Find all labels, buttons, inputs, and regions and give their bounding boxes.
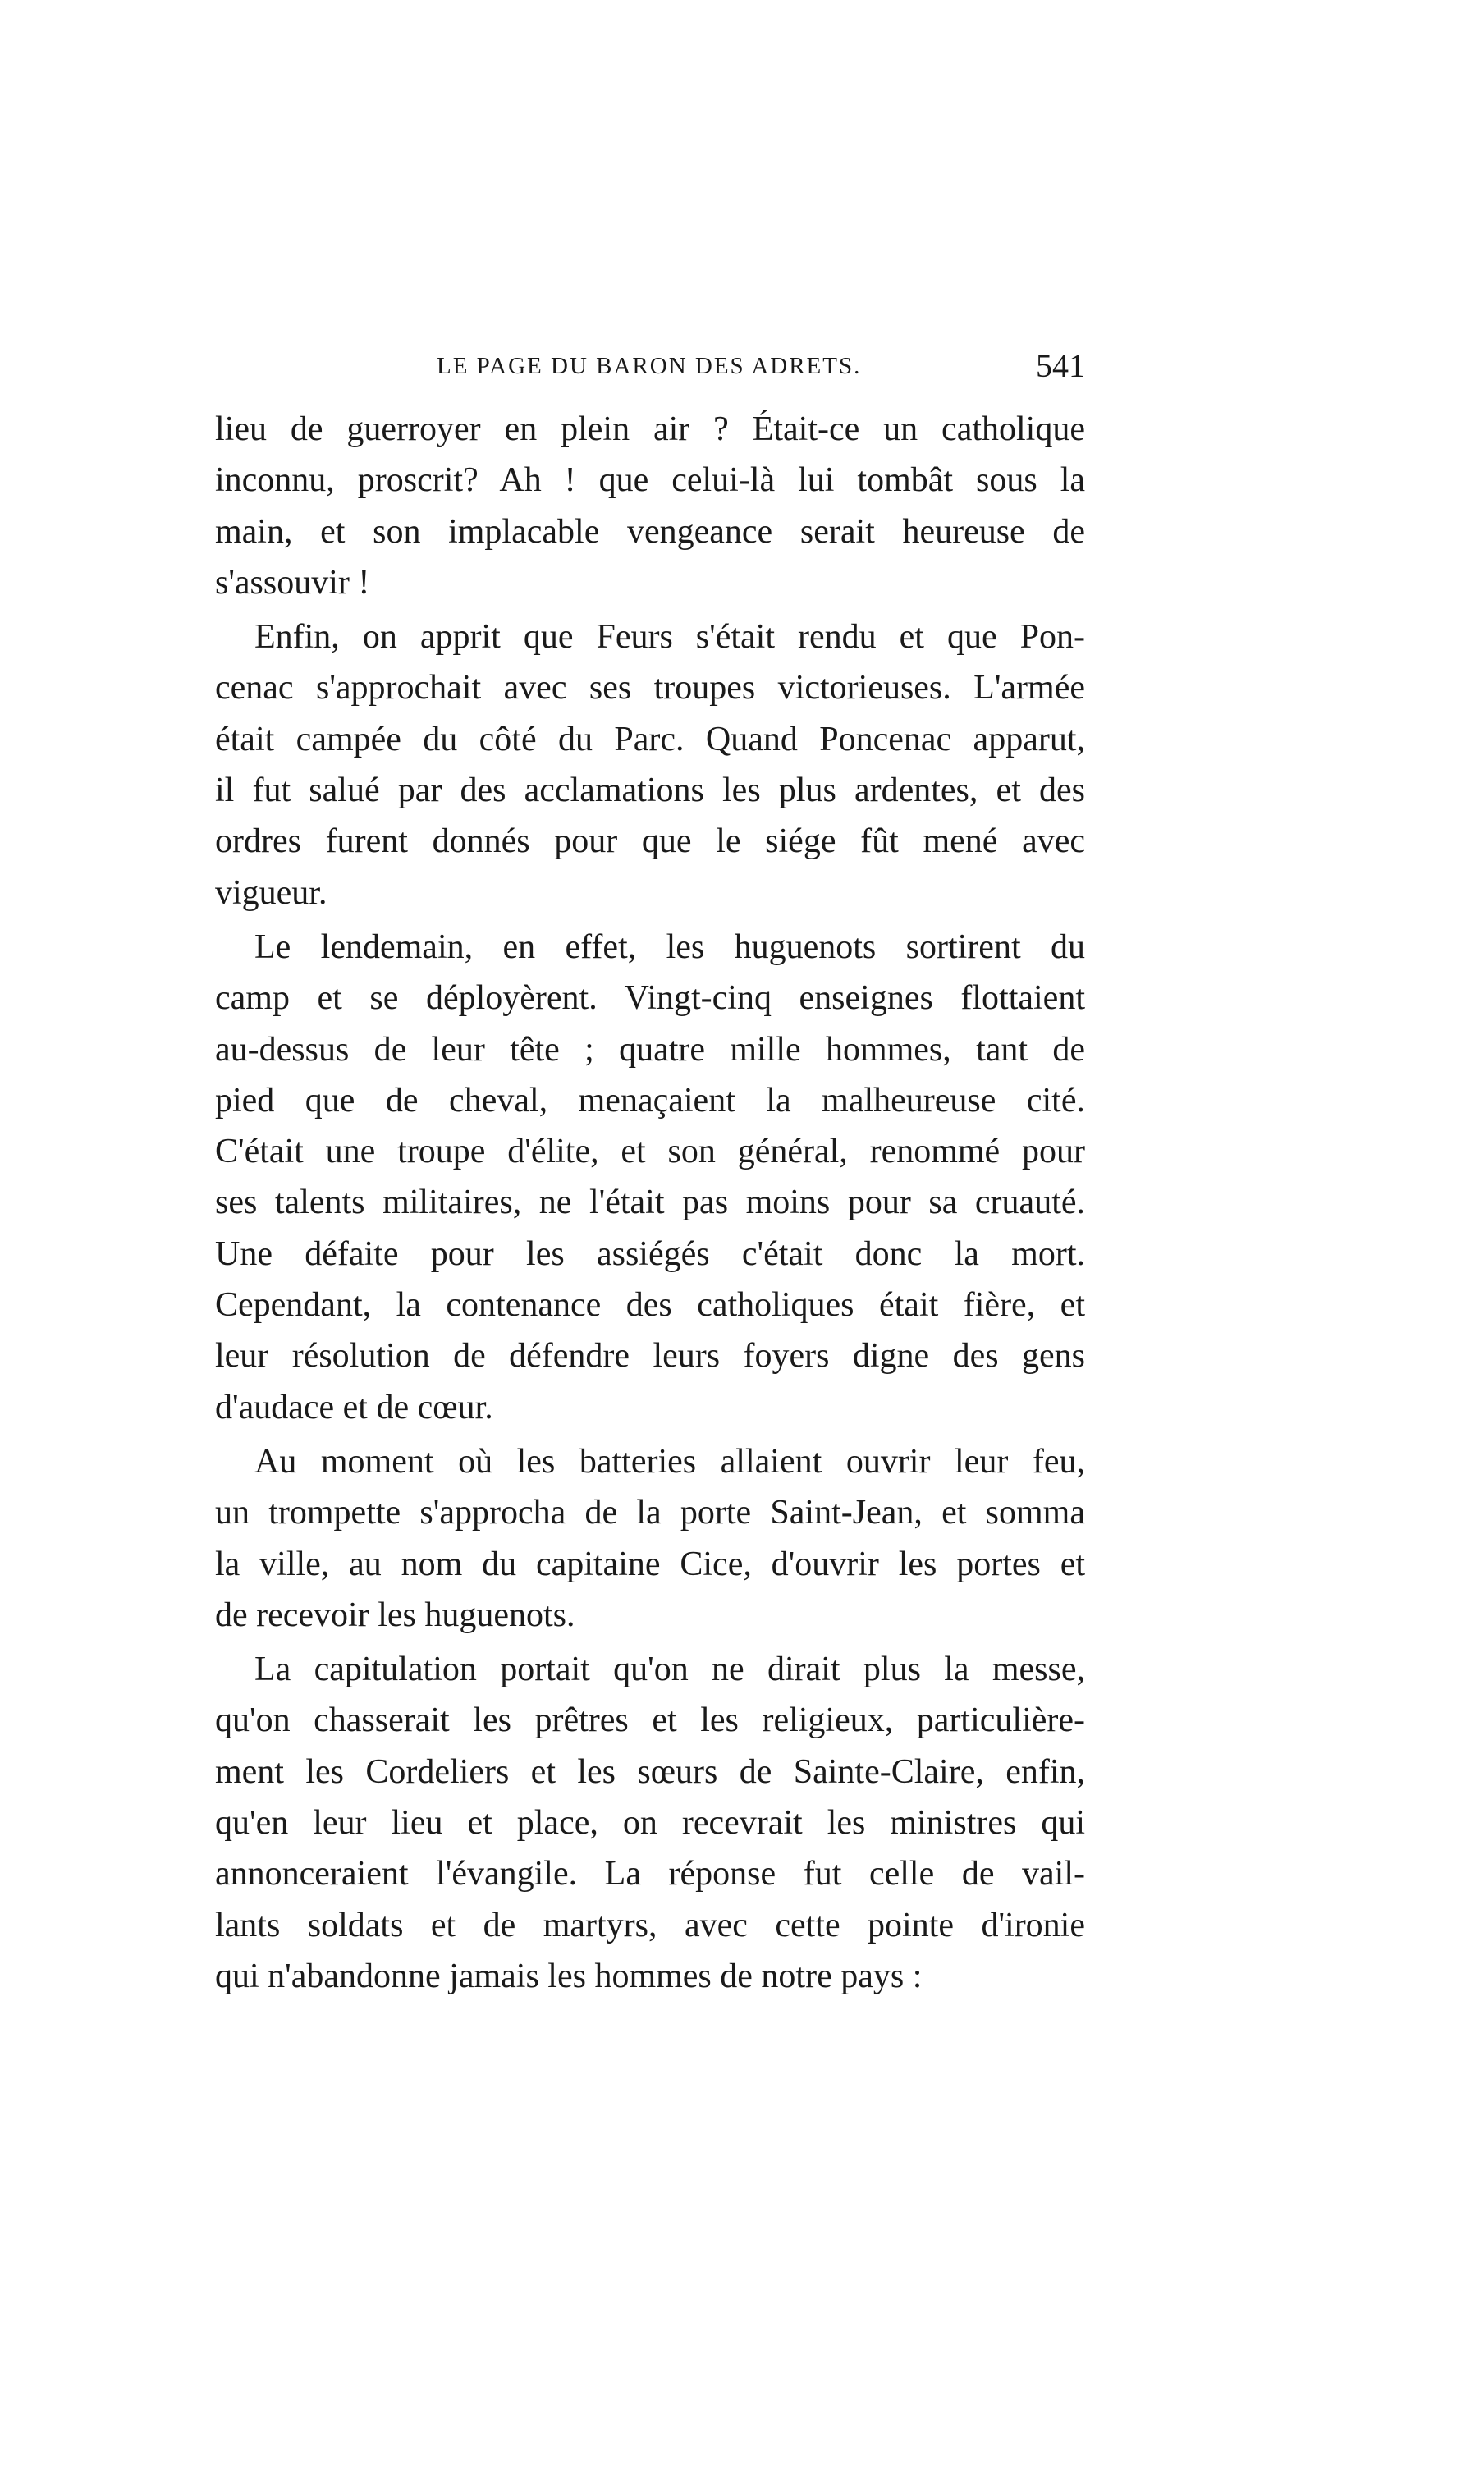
body-text	[215, 404, 1085, 2002]
text-line: main, et son implacable vengeance serait heureuse de	[215, 512, 1085, 551]
text-line: leur résolution de défendre leurs foyers digne des gens	[215, 1337, 1085, 1376]
text-line: inconnu, proscrit? Ah ! que celui-là lui tombât sous la	[215, 461, 1085, 500]
text-line: Une défaite pour les assiégés c'était donc la mort.	[215, 1234, 1085, 1273]
page-header	[215, 346, 1085, 396]
page-number: 541	[1036, 347, 1085, 384]
text-line: ses talents militaires, ne l'était pas moins pour sa cruauté.	[215, 1184, 1085, 1222]
text-line: un trompette s'approcha de la porte Saint-Jean, et somma	[215, 1494, 1085, 1532]
paragraph	[215, 1644, 1085, 2002]
paragraph	[215, 922, 1085, 1433]
text-line: vigueur.	[215, 873, 327, 912]
paragraph	[215, 404, 1085, 608]
text-line: il fut salué par des acclamations les plus ardentes, et des	[215, 772, 1085, 810]
running-title: LE PAGE DU BARON DES ADRETS.	[437, 353, 862, 379]
text-line: lants soldats et de martyrs, avec cette pointe d'ironie	[215, 1906, 1085, 1944]
text-line: ment les Cordeliers et les sœurs de Sainte-Claire, enfin,	[215, 1752, 1085, 1791]
text-line: Cependant, la contenance des catholiques était fière, et	[215, 1286, 1085, 1325]
text-line: au-dessus de leur tête ; quatre mille hommes, tant de	[215, 1030, 1085, 1069]
text-line: pied que de cheval, menaçaient la malheureuse cité.	[215, 1081, 1085, 1120]
text-line: s'assouvir !	[215, 563, 370, 602]
text-line: de recevoir les huguenots.	[215, 1596, 575, 1634]
text-line: La capitulation portait qu'on ne dirait plus la messe,	[254, 1651, 1085, 1689]
text-line: était campée du côté du Parc. Quand Poncenac apparut,	[215, 720, 1085, 758]
text-line: Au moment où les batteries allaient ouvrir leur feu,	[254, 1442, 1085, 1481]
text-line: qu'en leur lieu et place, on recevrait les ministres qui	[215, 1804, 1085, 1843]
text-line: C'était une troupe d'élite, et son général, renommé pour	[215, 1133, 1085, 1171]
text-line: lieu de guerroyer en plein air ? Était-ce un catholique	[215, 410, 1085, 448]
text-line: la ville, au nom du capitaine Cice, d'ouvrir les portes et	[215, 1545, 1085, 1583]
paragraph	[215, 611, 1085, 918]
text-line: d'audace et de cœur.	[215, 1388, 493, 1426]
text-line: qu'on chasserait les prêtres et les religieux, particulière-	[215, 1701, 1085, 1740]
text-line: annonceraient l'évangile. La réponse fut celle de vail-	[215, 1855, 1085, 1893]
text-line: camp et se déployèrent. Vingt-cinq enseignes flottaient	[215, 979, 1085, 1018]
text-line: cenac s'approchait avec ses troupes victorieuses. L'armée	[215, 669, 1085, 707]
text-line: Enfin, on apprit que Feurs s'était rendu et que Pon-	[254, 618, 1085, 657]
text-line: qui n'abandonne jamais les hommes de notre pays :	[215, 1957, 923, 1995]
text-line: ordres furent donnés pour que le siége fût mené avec	[215, 822, 1085, 861]
paragraph	[215, 1436, 1085, 1641]
text-line: Le lendemain, en effet, les huguenots sortirent du	[254, 927, 1085, 966]
